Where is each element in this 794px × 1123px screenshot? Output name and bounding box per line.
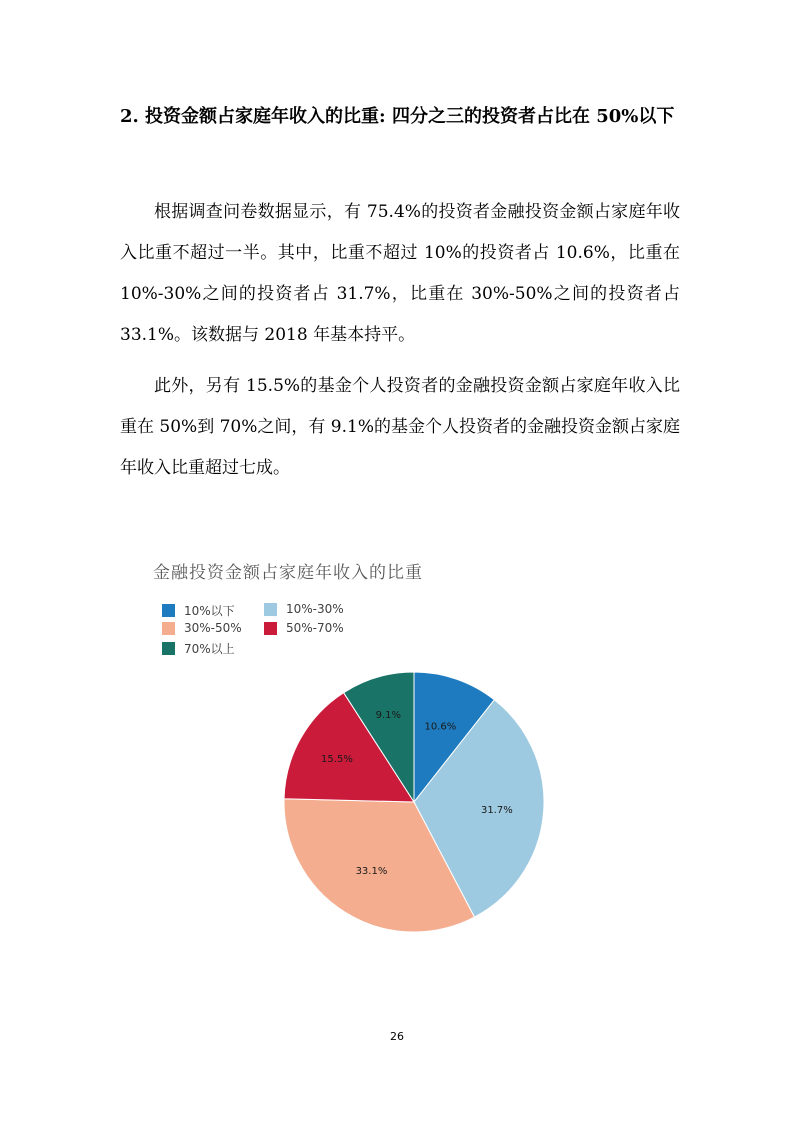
body-paragraph: 根据调查问卷数据显示，有 75.4%的投资者金融投资金额占家庭年收入比重不超过一半。其中，比重不超过 10%的投资者占 10.6%，比重在 10%-30%之间的投资者占 31.7%，比重在 30%-50%之间的投资者占 33.1%。该数据与 2018 年基本持平。 xyxy=(120,202,680,345)
slice-data-label: 33.1% xyxy=(355,865,388,877)
pie-chart xyxy=(140,550,600,950)
legend-label: 70%以上 xyxy=(184,642,235,656)
slice-data-label: 31.7% xyxy=(480,805,513,817)
pie-plot xyxy=(140,550,600,950)
slice-data-label: 15.5% xyxy=(321,754,353,766)
legend-label: 30%-50% xyxy=(184,621,242,635)
legend-label: 10%-30% xyxy=(286,602,344,616)
legend-label: 50%-70% xyxy=(286,621,344,635)
page-number: 26 xyxy=(390,1030,404,1043)
section-heading: 2. 投资金额占家庭年收入的比重: 四分之三的投资者占比在 50%以下 xyxy=(120,106,675,127)
slice-data-label: 9.1% xyxy=(375,710,402,722)
body-paragraph: 此外，另有 15.5%的基金个人投资者的金融投资金额占家庭年收入比重在 50%到 70%之间，有 9.1%的基金个人投资者的金融投资金额占家庭年收入比重超过七成。 xyxy=(120,376,680,478)
slice-data-label: 10.6% xyxy=(424,721,457,733)
chart-title: 金融投资金额占家庭年收入的比重 xyxy=(153,563,423,583)
legend-label: 10%以下 xyxy=(184,604,235,618)
